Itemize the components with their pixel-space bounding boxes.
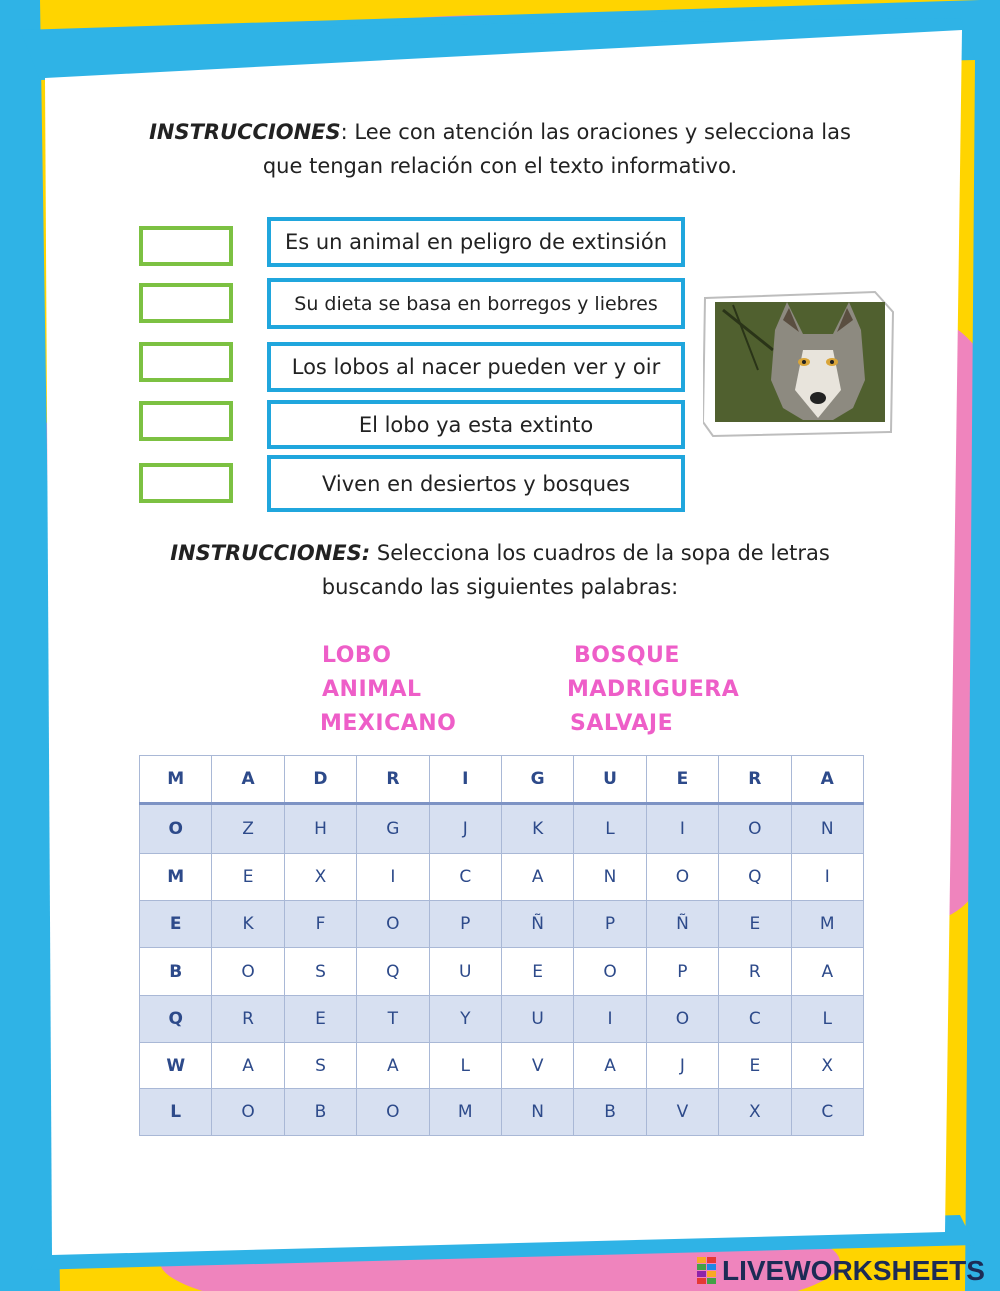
instructions-2-line2: buscando las siguientes palabras:	[321, 575, 679, 599]
instructions-1-line2: que tengan relación con el texto informativo.	[262, 154, 738, 178]
sentence-option-1[interactable]: Es un animal en peligro de extinsión	[267, 217, 685, 267]
grid-cell[interactable]: K	[501, 804, 573, 854]
grid-row	[140, 948, 864, 996]
grid-cell[interactable]: F	[284, 901, 356, 948]
grid-cell[interactable]: Q	[140, 996, 212, 1043]
grid-cell[interactable]: B	[140, 948, 212, 996]
answer-checkbox-5[interactable]	[139, 463, 233, 503]
grid-cell[interactable]: J	[429, 804, 501, 854]
grid-cell[interactable]: C	[429, 854, 501, 901]
grid-cell[interactable]: E	[501, 948, 573, 996]
word-mexicano: MEXICANO	[320, 711, 457, 736]
grid-cell[interactable]: M	[429, 1089, 501, 1136]
grid-cell[interactable]: O	[646, 996, 718, 1043]
grid-cell[interactable]: K	[212, 901, 284, 948]
grid-row	[140, 756, 864, 804]
grid-cell[interactable]: L	[791, 996, 863, 1043]
grid-cell[interactable]: N	[791, 804, 863, 854]
grid-cell[interactable]: I	[429, 756, 501, 804]
grid-cell[interactable]: E	[719, 901, 791, 948]
grid-cell[interactable]: H	[284, 804, 356, 854]
grid-cell[interactable]: O	[357, 1089, 429, 1136]
grid-cell[interactable]: I	[791, 854, 863, 901]
grid-cell[interactable]: D	[284, 756, 356, 804]
grid-cell[interactable]: U	[574, 756, 646, 804]
grid-cell[interactable]: B	[284, 1089, 356, 1136]
grid-cell[interactable]: Y	[429, 996, 501, 1043]
grid-cell[interactable]: X	[719, 1089, 791, 1136]
grid-cell[interactable]: A	[574, 1043, 646, 1089]
grid-row	[140, 1089, 864, 1136]
sentence-option-4[interactable]: El lobo ya esta extinto	[267, 400, 685, 449]
word-bosque: BOSQUE	[574, 643, 680, 668]
grid-cell[interactable]: O	[646, 854, 718, 901]
liveworksheets-logo	[697, 1255, 985, 1287]
grid-cell[interactable]: C	[719, 996, 791, 1043]
grid-cell[interactable]: M	[140, 756, 212, 804]
grid-row	[140, 804, 864, 854]
grid-cell[interactable]: O	[212, 948, 284, 996]
grid-cell[interactable]: R	[719, 756, 791, 804]
grid-cell[interactable]: L	[429, 1043, 501, 1089]
instructions-1-label: INSTRUCCIONES	[149, 120, 341, 144]
grid-cell[interactable]: A	[357, 1043, 429, 1089]
grid-cell[interactable]: A	[791, 756, 863, 804]
grid-cell[interactable]: T	[357, 996, 429, 1043]
grid-cell[interactable]: E	[284, 996, 356, 1043]
instructions-2-line1: Selecciona los cuadros de la sopa de letras	[370, 541, 830, 565]
grid-cell[interactable]: W	[140, 1043, 212, 1089]
grid-cell[interactable]: R	[719, 948, 791, 996]
grid-cell[interactable]: A	[212, 1043, 284, 1089]
grid-cell[interactable]: O	[574, 948, 646, 996]
instructions-2-label: INSTRUCCIONES:	[170, 541, 371, 565]
grid-cell[interactable]: J	[646, 1043, 718, 1089]
grid-cell[interactable]: S	[284, 948, 356, 996]
grid-cell[interactable]: G	[357, 804, 429, 854]
sentence-option-2[interactable]: Su dieta se basa en borregos y liebres	[267, 278, 685, 329]
grid-row	[140, 1043, 864, 1089]
grid-cell[interactable]: R	[357, 756, 429, 804]
grid-cell[interactable]: Q	[719, 854, 791, 901]
grid-cell[interactable]: V	[646, 1089, 718, 1136]
word-salvaje: SALVAJE	[570, 711, 674, 736]
grid-cell[interactable]: E	[646, 756, 718, 804]
grid-cell[interactable]: N	[574, 854, 646, 901]
grid-cell[interactable]: R	[212, 996, 284, 1043]
grid-cell[interactable]: U	[501, 996, 573, 1043]
grid-cell[interactable]: E	[140, 901, 212, 948]
instructions-2	[120, 536, 880, 604]
grid-cell[interactable]: N	[501, 1089, 573, 1136]
word-animal: ANIMAL	[322, 677, 422, 702]
instructions-1-line1: : Lee con atención las oraciones y selecciona las	[340, 120, 851, 144]
grid-cell[interactable]: L	[574, 804, 646, 854]
answer-checkbox-2[interactable]	[139, 283, 233, 323]
grid-cell[interactable]: U	[429, 948, 501, 996]
grid-cell[interactable]: A	[501, 854, 573, 901]
grid-row	[140, 901, 864, 948]
grid-cell[interactable]: Z	[212, 804, 284, 854]
grid-cell[interactable]: P	[646, 948, 718, 996]
grid-cell[interactable]: O	[140, 804, 212, 854]
grid-cell[interactable]: C	[791, 1089, 863, 1136]
answer-checkbox-3[interactable]	[139, 342, 233, 382]
grid-cell[interactable]: S	[284, 1043, 356, 1089]
grid-cell[interactable]: X	[791, 1043, 863, 1089]
grid-cell[interactable]: B	[574, 1089, 646, 1136]
grid-cell[interactable]: X	[284, 854, 356, 901]
grid-cell[interactable]: E	[719, 1043, 791, 1089]
word-search-grid	[139, 755, 864, 1136]
grid-cell[interactable]: O	[357, 901, 429, 948]
answer-checkbox-1[interactable]	[139, 226, 233, 266]
answer-checkbox-4[interactable]	[139, 401, 233, 441]
grid-cell[interactable]: I	[646, 804, 718, 854]
instructions-1	[120, 115, 880, 183]
liveworksheets-logo-text: LIVEWORKSHEETS	[722, 1255, 985, 1286]
liveworksheets-logo-icon	[697, 1257, 717, 1285]
wolf-photo	[703, 290, 895, 437]
grid-cell[interactable]: V	[501, 1043, 573, 1089]
word-madriguera: MADRIGUERA	[567, 677, 740, 702]
grid-cell[interactable]: A	[212, 756, 284, 804]
grid-cell[interactable]: Q	[357, 948, 429, 996]
grid-cell[interactable]: G	[501, 756, 573, 804]
grid-cell[interactable]: O	[719, 804, 791, 854]
sentence-option-5[interactable]: Viven en desiertos y bosques	[267, 455, 685, 512]
word-lobo: LOBO	[322, 643, 392, 668]
grid-cell[interactable]: Ñ	[501, 901, 573, 948]
grid-cell[interactable]: P	[574, 901, 646, 948]
grid-cell[interactable]: I	[357, 854, 429, 901]
grid-cell[interactable]: E	[212, 854, 284, 901]
grid-cell[interactable]: L	[140, 1089, 212, 1136]
grid-cell[interactable]: O	[212, 1089, 284, 1136]
grid-cell[interactable]: P	[429, 901, 501, 948]
grid-row	[140, 854, 864, 901]
grid-cell[interactable]: I	[574, 996, 646, 1043]
grid-cell[interactable]: M	[791, 901, 863, 948]
grid-cell[interactable]: Ñ	[646, 901, 718, 948]
sentence-option-3[interactable]: Los lobos al nacer pueden ver y oir	[267, 342, 685, 392]
grid-cell[interactable]: A	[791, 948, 863, 996]
grid-row	[140, 996, 864, 1043]
grid-cell[interactable]: M	[140, 854, 212, 901]
